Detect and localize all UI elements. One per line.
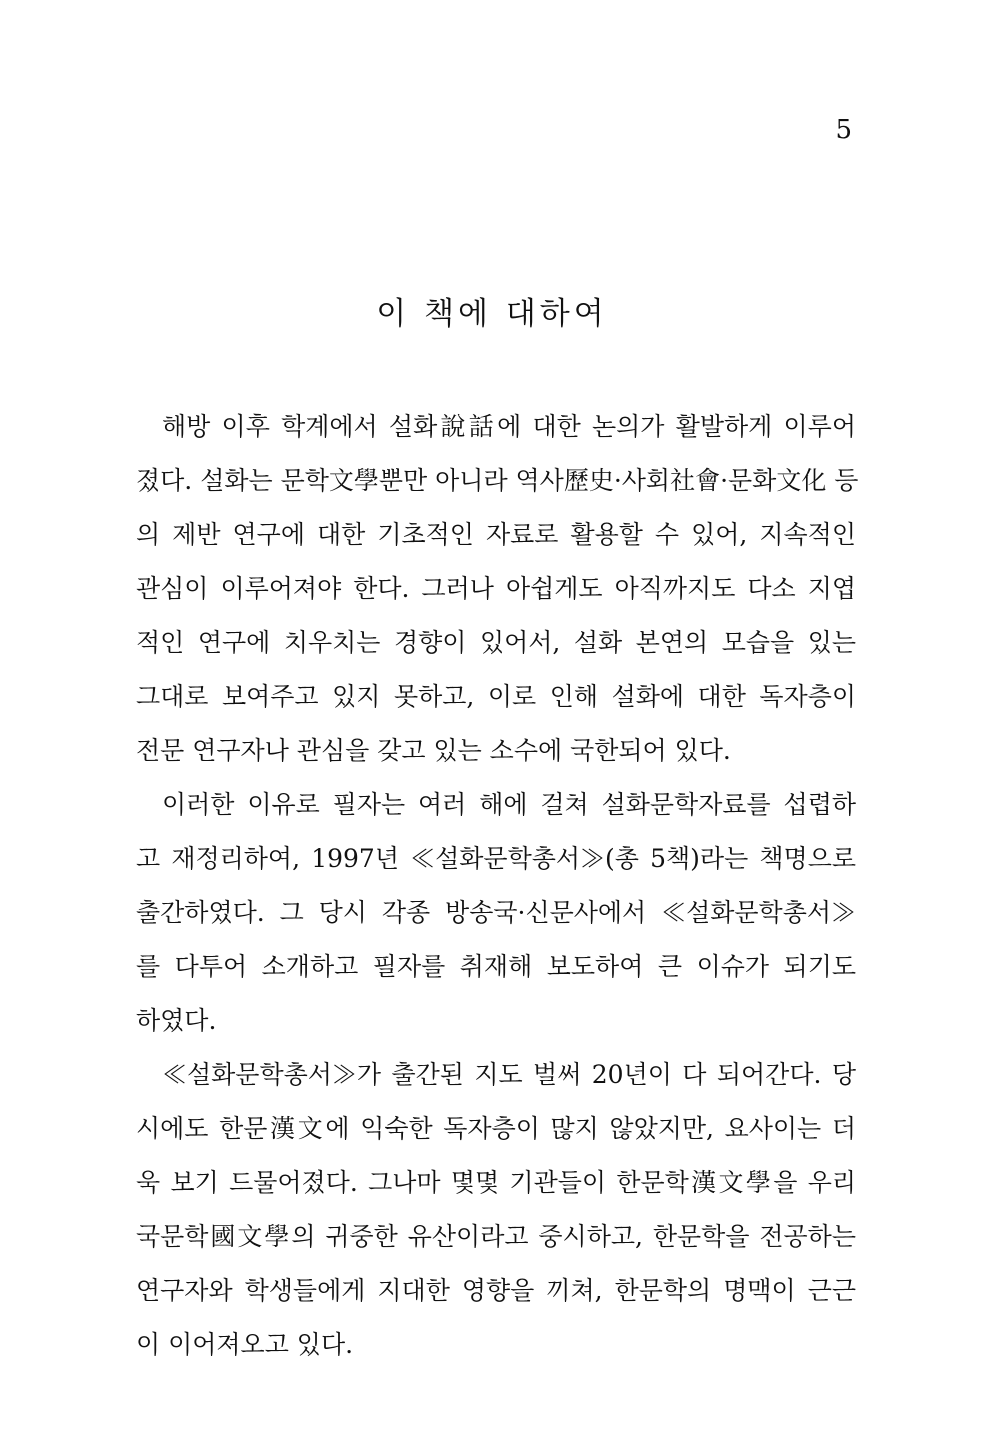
page-number: 5 — [835, 115, 852, 145]
text-line: 적인 연구에 치우치는 경향이 있어서, 설화 본연의 모습을 있는 — [136, 628, 856, 657]
text-line: 그대로 보여주고 있지 못하고, 이로 인해 설화에 대한 독자층이 — [136, 682, 856, 711]
chapter-title: 이 책에 대하여 — [376, 296, 608, 332]
text-line: 연구자와 학생들에게 지대한 영향을 끼쳐, 한문학의 명맥이 근근 — [136, 1276, 856, 1305]
text-line: 이 이어져오고 있다. — [136, 1330, 354, 1359]
text-line: 출간하였다. 그 당시 각종 방송국·신문사에서 ≪설화문학총서≫ — [136, 898, 856, 927]
paragraph — [136, 778, 856, 1048]
text-line: 전문 연구자나 관심을 갖고 있는 소수에 국한되어 있다. — [136, 736, 731, 765]
text-line: 시에도 한문漢文에 익숙한 독자층이 많지 않았지만, 요사이는 더 — [136, 1114, 856, 1143]
text-line: 하였다. — [136, 1006, 217, 1035]
text-line: 의 제반 연구에 대한 기초적인 자료로 활용할 수 있어, 지속적인 — [136, 520, 856, 549]
paragraph — [136, 1048, 856, 1372]
text-line: 관심이 이루어져야 한다. 그러나 아쉽게도 아직까지도 다소 지엽 — [136, 574, 856, 603]
text-line: 졌다. 설화는 문학文學뿐만 아니라 역사歷史·사회社會·문화文化 등 — [136, 466, 859, 495]
text-line: 국문학國文學의 귀중한 유산이라고 중시하고, 한문학을 전공하는 — [136, 1222, 856, 1251]
text-line: 해방 이후 학계에서 설화說話에 대한 논의가 활발하게 이루어 — [162, 412, 856, 441]
text-line: 이러한 이유로 필자는 여러 해에 걸쳐 설화문학자료를 섭렵하 — [162, 790, 856, 819]
text-line: 고 재정리하여, 1997년 ≪설화문학총서≫(총 5책)라는 책명으로 — [136, 844, 856, 873]
text-line: 를 다투어 소개하고 필자를 취재해 보도하여 큰 이슈가 되기도 — [136, 952, 856, 981]
text-line: ≪설화문학총서≫가 출간된 지도 벌써 20년이 다 되어간다. 당 — [162, 1060, 856, 1089]
text-line: 욱 보기 드물어졌다. 그나마 몇몇 기관들이 한문학漢文學을 우리 — [136, 1168, 856, 1197]
paragraph — [136, 400, 859, 778]
body-text — [136, 400, 859, 1372]
